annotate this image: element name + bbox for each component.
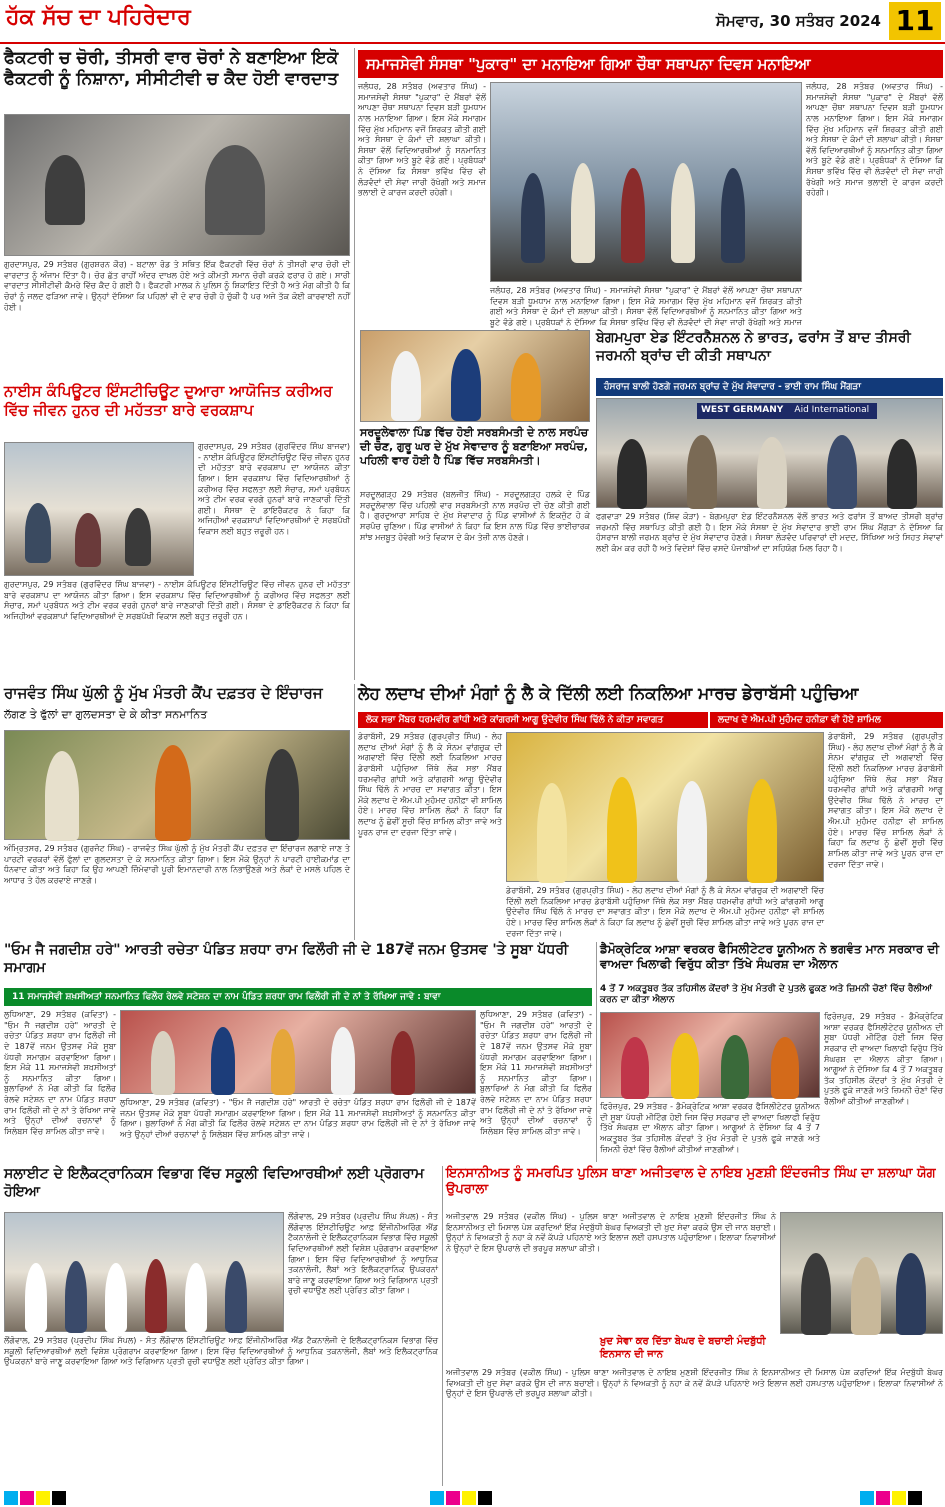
ladakh-march-photo [506, 732, 824, 882]
print-footer [0, 1489, 945, 1507]
pukar-body-lower: ਜਲੰਧਰ, 28 ਸਤੰਬਰ (ਅਵਤਾਰ ਸਿੰਘ) - ਸਮਾਜਸੇਵੀ ਸੰਸਥਾ "ਪੁਕਾਰ" ਦੇ ਮੈਂਬਰਾਂ ਵੱਲੋਂ ਆਪਣਾ ਚੌਥਾ ਸਥਾਪਨਾ ਦਿਵਸ ਬੜੀ ਧੂਮਧਾਮ ਨਾਲ ਮਨਾਇਆ ਗਿਆ। ਇਸ ਮੌਕੇ ਸਮਾਗਮ ਵਿੱਚ ਮੁੱਖ ਮਹਿਮਾਨ ਵਜੋਂ ਸ਼ਿਰਕਤ ਕੀਤੀ ਗਈ ਅਤੇ ਸੰਸਥਾ ਦੇ ਕੰਮਾਂ ਦੀ ਸ਼ਲਾਘਾ ਕੀਤੀ। ਸੰਸਥਾ ਵੱਲੋਂ ਵਿਦਿਆਰਥੀਆਂ ਨੂੰ ਸਨਮਾਨਿਤ ਕੀਤਾ ਗਿਆ ਅਤੇ ਬੂਟੇ ਵੰਡੇ ਗਏ। ਪ੍ਰਬੰਧਕਾਂ ਨੇ ਦੱਸਿਆ ਕਿ ਸੰਸਥਾ ਭਵਿੱਖ ਵਿੱਚ ਵੀ ਲੋੜਵੰਦਾਂ ਦੀ ਸੇਵਾ ਜਾਰੀ ਰੱਖੇਗੀ ਅਤੇ ਸਮਾਜ [490, 286, 802, 327]
aarti-body-lower: ਲੁਧਿਆਣਾ, 29 ਸਤੰਬਰ (ਕਵਿਤਾ) - "ਓਮ ਜੈ ਜਗਦੀਸ਼ ਹਰੇ" ਆਰਤੀ ਦੇ ਰਚੇਤਾ ਪੰਡਿਤ ਸ਼ਰਧਾ ਰਾਮ ਫਿਲੌਰੀ ਜੀ ਦੇ 187ਵੇਂ ਜਨਮ ਉਤਸਵ ਮੌਕੇ ਸੂਬਾ ਪੱਧਰੀ ਸਮਾਗਮ ਕਰਵਾਇਆ ਗਿਆ। ਇਸ ਮੌਕੇ 11 ਸਮਾਜਸੇਵੀ ਸ਼ਖ਼ਸੀਅਤਾਂ ਨੂੰ ਸਨਮਾਨਿਤ ਕੀਤਾ ਗਿਆ। ਬੁਲਾਰਿਆਂ ਨੇ ਮੰਗ ਕੀਤੀ ਕਿ ਫਿਲੌਰ ਰੇਲਵੇ ਸਟੇਸ਼ਨ ਦਾ ਨਾਮ ਪੰਡਿਤ ਸ਼ਰਧਾ ਰਾਮ ਫਿਲੌਰੀ ਜੀ ਦੇ ਨਾਂ ਤੇ ਰੱਖਿਆ ਜਾਵੇ ਅਤੇ ਉਨ੍ਹਾਂ ਦੀਆਂ ਰਚਨਾਵਾਂ ਨੂੰ ਸਿਲੇਬਸ ਵਿੱਚ ਸ਼ਾਮਿਲ ਕੀਤਾ ਜਾਵੇ। [120, 1098, 476, 1139]
factory-cctv-photo [4, 114, 350, 256]
masthead [0, 0, 945, 44]
rajwant-body: ਅੰਮ੍ਰਿਤਸਰ, 29 ਸਤੰਬਰ (ਗੁਰਜੰਟ ਸਿੰਘ) - ਰਾਜਵੰਤ ਸਿੰਘ ਘੁੱਲੀ ਨੂੰ ਮੁੱਖ ਮੰਤਰੀ ਕੈਂਪ ਦਫ਼ਤਰ ਦਾ ਇੰਚਾਰਜ ਲਗਾਏ ਜਾਣ ਤੇ ਪਾਰਟੀ ਵਰਕਰਾਂ ਵੱਲੋਂ ਫੁੱਲਾਂ ਦਾ ਗੁਲਦਸਤਾ ਦੇ ਕੇ ਸਨਮਾਨਿਤ ਕੀਤਾ ਗਿਆ। ਇਸ ਮੌਕੇ ਉਨ੍ਹਾਂ ਨੇ ਪਾਰਟੀ ਹਾਈਕਮਾਂਡ ਦਾ ਧੰਨਵਾਦ ਕੀਤਾ ਅਤੇ ਕਿਹਾ ਕਿ ਉਹ ਆਪਣੀ ਜ਼ਿੰਮੇਵਾਰੀ ਪੂਰੀ ਇਮਾਨਦਾਰੀ ਨਾਲ ਨਿਭਾਉਣਗੇ ਅਤੇ ਲੋਕਾਂ ਦੇ ਮਸਲੇ ਪਹਿਲ ਦੇ ਆਧਾਰ ਤੇ ਹੱਲ ਕਰਵਾਏ ਜਾਣਗੇ। [4, 844, 350, 885]
computer-body-lower: ਗੁਰਦਾਸਪੁਰ, 29 ਸਤੰਬਰ (ਗੁਰਵਿੰਦਰ ਸਿੰਘ ਬਾਜਵਾ) - ਨਾਈਸ ਕੰਪਿਊਟਰ ਇੰਸਟੀਚਿਊਟ ਵਿੱਚ ਜੀਵਨ ਹੁਨਰ ਦੀ ਮਹੱਤਤਾ ਬਾਰੇ ਵਰਕਸ਼ਾਪ ਦਾ ਆਯੋਜਨ ਕੀਤਾ ਗਿਆ। ਇਸ ਵਰਕਸ਼ਾਪ ਵਿੱਚ ਵਿਦਿਆਰਥੀਆਂ ਨੂੰ ਕਰੀਅਰ ਵਿੱਚ ਸਫਲਤਾ ਲਈ ਸੰਚਾਰ, ਸਮਾਂ ਪ੍ਰਬੰਧਨ ਅਤੇ ਟੀਮ ਵਰਕ ਵਰਗੇ ਹੁਨਰਾਂ ਬਾਰੇ ਜਾਣਕਾਰੀ ਦਿੱਤੀ ਗਈ। ਸੰਸਥਾ ਦੇ ਡਾਇਰੈਕਟਰ ਨੇ ਕਿਹਾ ਕਿ ਅਜਿਹੀਆਂ ਵਰਕਸ਼ਾਪਾਂ ਵਿਦਿਆਰਥੀਆਂ ਦੇ ਸਰਬਪੱਖੀ ਵਿਕਾਸ ਲਈ ਬਹੁਤ ਜ਼ਰੂਰੀ ਹਨ। [4, 580, 350, 621]
begampura-headline: ਬੇਗਮਪੁਰਾ ਏਡ ਇੰਟਰਨੈਸ਼ਨਲ ਨੇ ਭਾਰਤ, ਫਰਾਂਸ ਤੋਂ ਬਾਦ ਤੀਸਰੀ ਜਰਮਨੀ ਬ੍ਰਾਂਚ ਦੀ ਕੀਤੀ ਸਥਾਪਨਾ [596, 330, 911, 364]
aarti-headline: "ਓਮ ਜੈ ਜਗਦੀਸ਼ ਹਰੇ" ਆਰਤੀ ਰਚੇਤਾ ਪੰਡਿਤ ਸ਼ਰਧਾ ਰਾਮ ਫਿਲੌਰੀ ਜੀ ਦੇ 187ਵੇਂ ਜਨਮ ਉਤਸਵ 'ਤੇ ਸੂਬਾ ਪੱਧਰੀ ਸਮਾਗਮ [4, 942, 569, 976]
ladakh-band-left: ਲੋਕ ਸਭਾ ਮੈਂਬਰ ਧਰਮਵੀਰ ਗਾਂਧੀ ਅਤੇ ਕਾਂਗਰਸੀ ਆਗੂ ਉਦੇਵੀਰ ਸਿੰਘ ਢਿੱਲੋ ਨੇ ਕੀਤਾ ਸਵਾਗਤ [358, 712, 708, 728]
begampura-photo [596, 398, 943, 508]
pukar-body: ਜਲੰਧਰ, 28 ਸਤੰਬਰ (ਅਵਤਾਰ ਸਿੰਘ) - ਸਮਾਜਸੇਵੀ ਸੰਸਥਾ "ਪੁਕਾਰ" ਦੇ ਮੈਂਬਰਾਂ ਵੱਲੋਂ ਆਪਣਾ ਚੌਥਾ ਸਥਾਪਨਾ ਦਿਵਸ ਬੜੀ ਧੂਮਧਾਮ ਨਾਲ ਮਨਾਇਆ ਗਿਆ। ਇਸ ਮੌਕੇ ਸਮਾਗਮ ਵਿੱਚ ਮੁੱਖ ਮਹਿਮਾਨ ਵਜੋਂ ਸ਼ਿਰਕਤ ਕੀਤੀ ਗਈ ਅਤੇ ਸੰਸਥਾ ਦੇ ਕੰਮਾਂ ਦੀ ਸ਼ਲਾਘਾ ਕੀਤੀ। ਸੰਸਥਾ ਵੱਲੋਂ ਵਿਦਿਆਰਥੀਆਂ ਨੂੰ ਸਨਮਾਨਿਤ ਕੀਤਾ ਗਿਆ ਅਤੇ ਬੂਟੇ ਵੰਡੇ ਗਏ। ਪ੍ਰਬੰਧਕਾਂ ਨੇ ਦੱਸਿਆ ਕਿ ਸੰਸਥਾ ਭਵਿੱਖ ਵਿੱਚ ਵੀ ਲੋੜਵੰਦਾਂ ਦੀ ਸੇਵਾ ਜਾਰੀ ਰੱਖੇਗੀ ਅਤੇ ਸਮਾਜ ਭਲਾਈ ਦੇ ਕਾਰਜ ਕਰਦੀ ਰਹੇਗੀ। [358, 82, 486, 198]
sarpanch-photo [360, 330, 590, 422]
rajwant-headline: ਰਾਜਵੰਤ ਸਿੰਘ ਘੁੱਲੀ ਨੂੰ ਮੁੱਖ ਮੰਤਰੀ ਕੈਂਪ ਦਫ਼ਤਰ ਦੇ ਇੰਚਾਰਜ [4, 684, 323, 702]
police-headline: ਇਨਸਾਨੀਅਤ ਨੂੰ ਸਮਰਪਿਤ ਪੁਲਿਸ ਥਾਣਾ ਅਜੀਤਵਾਲ ਦੇ ਨਾਇਬ ਮੁਣਸ਼ੀ ਇੰਦਰਜੀਤ ਸਿੰਘ ਦਾ ਸ਼ਲਾਘਾ ਯੋਗ ਉਪਰਾਲਾ [446, 1166, 936, 1198]
issue-date: ਸੋਮਵਾਰ, 30 ਸਤੰਬਰ 2024 [715, 12, 881, 30]
asha-protest-photo [600, 1012, 820, 1098]
slight-students-photo [4, 1212, 284, 1332]
police-caption: ਖ਼ੁਦ ਸੇਵਾ ਕਰ ਦਿੱਤਾ ਬੇਘਰ ਦੇ ਬਚਾਈ ਮੰਦਬੁੱਧੀ ਇਨਸਾਨ ਦੀ ਜਾਨ [600, 1336, 766, 1360]
asha-headline: ਡੈਮੋਕ੍ਰੇਟਿਕ ਆਸ਼ਾ ਵਰਕਰ ਫੈਸਿਲੀਟੇਟਰ ਯੂਨੀਅਨ ਨੇ ਭਗਵੰਤ ਮਾਨ ਸਰਕਾਰ ਦੀ ਵਾਅਦਾ ਖਿਲਾਫੀ ਵਿਰੁੱਧ ਕੀਤਾ ਤਿੱਖੇ ਸੰਘਰਸ਼ ਦਾ ਐਲਾਨ [600, 942, 939, 971]
banner-aid: Aid International [794, 405, 870, 415]
aarti-body-right: ਲੁਧਿਆਣਾ, 29 ਸਤੰਬਰ (ਕਵਿਤਾ) - "ਓਮ ਜੈ ਜਗਦੀਸ਼ ਹਰੇ" ਆਰਤੀ ਦੇ ਰਚੇਤਾ ਪੰਡਿਤ ਸ਼ਰਧਾ ਰਾਮ ਫਿਲੌਰੀ ਜੀ ਦੇ 187ਵੇਂ ਜਨਮ ਉਤਸਵ ਮੌਕੇ ਸੂਬਾ ਪੱਧਰੀ ਸਮਾਗਮ ਕਰਵਾਇਆ ਗਿਆ। ਇਸ ਮੌਕੇ 11 ਸਮਾਜਸੇਵੀ ਸ਼ਖ਼ਸੀਅਤਾਂ ਨੂੰ ਸਨਮਾਨਿਤ ਕੀਤਾ ਗਿਆ। ਬੁਲਾਰਿਆਂ ਨੇ ਮੰਗ ਕੀਤੀ ਕਿ ਫਿਲੌਰ ਰੇਲਵੇ ਸਟੇਸ਼ਨ ਦਾ ਨਾਮ ਪੰਡਿਤ ਸ਼ਰਧਾ ਰਾਮ ਫਿਲੌਰੀ ਜੀ ਦੇ ਨਾਂ ਤੇ ਰੱਖਿਆ ਜਾਵੇ ਅਤੇ ਉਨ੍ਹਾਂ ਦੀਆਂ ਰਚਨਾਵਾਂ ਨੂੰ ਸਿਲੇਬਸ ਵਿੱਚ ਸ਼ਾਮਿਲ ਕੀਤਾ ਜਾਵੇ। [480, 1010, 592, 1136]
begampura-body: ਫਗਵਾੜਾ 29 ਸਤੰਬਰ (ਸ਼ਿਵ ਕੋੜਾ) - ਬੇਗਮਪੁਰਾ ਏਡ ਇੰਟਰਨੈਸ਼ਨਲ ਵੱਲੋਂ ਭਾਰਤ ਅਤੇ ਫਰਾਂਸ ਤੋਂ ਬਾਅਦ ਤੀਸਰੀ ਬ੍ਰਾਂਚ ਜਰਮਨੀ ਵਿੱਚ ਸਥਾਪਿਤ ਕੀਤੀ ਗਈ ਹੈ। ਇਸ ਮੌਕੇ ਸੰਸਥਾ ਦੇ ਮੁੱਖ ਸੇਵਾਦਾਰ ਭਾਈ ਰਾਮ ਸਿੰਘ ਮੈਂਗੜਾ ਨੇ ਦੱਸਿਆ ਕਿ ਹੰਸਰਾਜ ਬਾਲੀ ਜਰਮਨ ਬ੍ਰਾਂਚ ਦੇ ਮੁੱਖ ਸੇਵਾਦਾਰ ਹੋਣਗੇ। ਸੰਸਥਾ ਲੋੜਵੰਦ ਪਰਿਵਾਰਾਂ ਦੀ ਮਦਦ, ਸਿੱਖਿਆ ਅਤੇ ਸਿਹਤ ਸੇਵਾਵਾਂ ਲਈ ਕੰਮ ਕਰ ਰਹੀ ਹੈ ਅਤੇ ਵਿਦੇਸ਼ਾਂ ਵਿੱਚ ਵਸਦੇ ਪੰਜਾਬੀਆਂ ਦਾ ਸਹਿਯੋਗ ਮਿਲ ਰਿਹਾ ਹੈ। [596, 512, 943, 553]
aarti-ceremony-photo [120, 1010, 476, 1094]
computer-headline: ਨਾਈਸ ਕੰਪਿਊਟਰ ਇੰਸਟੀਚਿਊਟ ਦੁਆਰਾ ਆਯੋਜਿਤ ਕਰੀਅਰ ਵਿੱਚ ਜੀਵਨ ਹੁਨਰ ਦੀ ਮਹੱਤਤਾ ਬਾਰੇ ਵਰਕਸ਼ਾਪ [4, 382, 333, 419]
ladakh-body-lower: ਡੇਰਾਬੱਸੀ, 29 ਸਤੰਬਰ (ਗੁਰਪ੍ਰੀਤ ਸਿੰਘ) - ਲੇਹ ਲਦਾਖ ਦੀਆਂ ਮੰਗਾਂ ਨੂੰ ਲੈ ਕੇ ਸੋਨਮ ਵਾਂਗਚੁਕ ਦੀ ਅਗਵਾਈ ਵਿੱਚ ਦਿੱਲੀ ਲਈ ਨਿਕਲਿਆ ਮਾਰਚ ਡੇਰਾਬੱਸੀ ਪਹੁੰਚਿਆ ਜਿੱਥੇ ਲੋਕ ਸਭਾ ਮੈਂਬਰ ਧਰਮਵੀਰ ਗਾਂਧੀ ਅਤੇ ਕਾਂਗਰਸੀ ਆਗੂ ਉਦੇਵੀਰ ਸਿੰਘ ਢਿੱਲੋ ਨੇ ਮਾਰਚ ਦਾ ਸਵਾਗਤ ਕੀਤਾ। ਇਸ ਮੌਕੇ ਲਦਾਖ ਦੇ ਐਮ.ਪੀ ਮੁਹੰਮਦ ਹਨੀਫ਼ਾ ਵੀ ਸ਼ਾਮਿਲ ਹੋਏ। ਮਾਰਚ ਵਿੱਚ ਸ਼ਾਮਿਲ ਲੋਕਾਂ ਨੇ ਕਿਹਾ ਕਿ ਲਦਾਖ ਨੂੰ ਛੇਵੀਂ ਸੂਚੀ ਵਿੱਚ ਸ਼ਾਮਿਲ ਕੀਤਾ ਜਾਵੇ ਅਤੇ ਪੂਰਨ ਰਾਜ ਦਾ ਦਰਜਾ ਦਿੱਤਾ ਜਾਵੇ। [506, 886, 824, 938]
asha-body-right: ਫਿਰੋਜ਼ਪੁਰ, 29 ਸਤੰਬਰ - ਡੈਮੋਕ੍ਰੇਟਿਕ ਆਸ਼ਾ ਵਰਕਰ ਫੈਸਿਲੀਟੇਟਰ ਯੂਨੀਅਨ ਦੀ ਸੂਬਾ ਪੱਧਰੀ ਮੀਟਿੰਗ ਹੋਈ ਜਿਸ ਵਿੱਚ ਸਰਕਾਰ ਦੀ ਵਾਅਦਾ ਖਿਲਾਫੀ ਵਿਰੁੱਧ ਤਿੱਖੇ ਸੰਘਰਸ਼ ਦਾ ਐਲਾਨ ਕੀਤਾ ਗਿਆ। ਆਗੂਆਂ ਨੇ ਦੱਸਿਆ ਕਿ 4 ਤੋਂ 7 ਅਕਤੂਬਰ ਤੱਕ ਤਹਿਸੀਲ ਕੇਂਦਰਾਂ ਤੇ ਮੁੱਖ ਮੰਤਰੀ ਦੇ ਪੁਤਲੇ ਫੂਕੇ ਜਾਣਗੇ ਅਤੇ ਜ਼ਿਮਨੀ ਚੋਣਾਂ ਵਿੱਚ ਰੈਲੀਆਂ ਕੀਤੀਆਂ ਜਾਣਗੀਆਂ। [824, 1012, 943, 1106]
ladakh-headline: ਲੇਹ ਲਦਾਖ ਦੀਆਂ ਮੰਗਾਂ ਨੂੰ ਲੈ ਕੇ ਦਿੱਲੀ ਲਈ ਨਿਕਲਿਆ ਮਾਰਚ ਡੇਰਾਬੱਸੀ ਪਹੁੰਚਿਆ [358, 684, 859, 704]
rajwant-subhead: ਲੱਗਣ ਤੇ ਫੁੱਲਾਂ ਦਾ ਗੁਲਦਸਤਾ ਦੇ ਕੇ ਕੀਤਾ ਸਨਮਾਨਿਤ [4, 708, 208, 721]
computer-workshop-photo [4, 442, 194, 576]
sarpanch-body: ਸਰਦੂਲਗੜ੍ਹ 29 ਸਤੰਬਰ (ਬਲਜੀਤ ਸਿੰਘ) - ਸਰਦੂਲਗੜ੍ਹ ਹਲਕੇ ਦੇ ਪਿੰਡ ਸਰਦੂਲੇਵਾਲਾ ਵਿੱਚ ਪਹਿਲੀ ਵਾਰ ਸਰਬਸੰਮਤੀ ਨਾਲ ਸਰਪੰਚ ਦੀ ਚੋਣ ਕੀਤੀ ਗਈ ਹੈ। ਗੁਰਦੁਆਰਾ ਸਾਹਿਬ ਦੇ ਮੁੱਖ ਸੇਵਾਦਾਰ ਨੂੰ ਪਿੰਡ ਵਾਸੀਆਂ ਨੇ ਇਕਜੁੱਟ ਹੋ ਕੇ ਸਰਪੰਚ ਚੁਣਿਆ। ਪਿੰਡ ਵਾਸੀਆਂ ਨੇ ਕਿਹਾ ਕਿ ਇਸ ਨਾਲ ਪਿੰਡ ਵਿੱਚ ਭਾਈਚਾਰਕ ਸਾਂਝ ਮਜ਼ਬੂਤ ਹੋਵੇਗੀ ਅਤੇ ਵਿਕਾਸ ਦੇ ਕੰਮ ਤੇਜ਼ੀ ਨਾਲ ਹੋਣਗੇ। [360, 490, 590, 542]
slight-headline: ਸਲਾਈਟ ਦੇ ਇਲੈਕਟ੍ਰਾਨਿਕਸ ਵਿਭਾਗ ਵਿੱਚ ਸਕੂਲੀ ਵਿਦਿਆਰਥੀਆਂ ਲਈ ਪ੍ਰੋਗਰਾਮ ਹੋਇਆ [4, 1166, 424, 1200]
police-body-lower: ਅਜੀਤਵਾਲ 29 ਸਤੰਬਰ (ਵਕੀਲ ਸਿੰਘ) - ਪੁਲਿਸ ਥਾਣਾ ਅਜੀਤਵਾਲ ਦੇ ਨਾਇਬ ਮੁਣਸ਼ੀ ਇੰਦਰਜੀਤ ਸਿੰਘ ਨੇ ਇਨਸਾਨੀਅਤ ਦੀ ਮਿਸਾਲ ਪੇਸ਼ ਕਰਦਿਆਂ ਇੱਕ ਮੰਦਬੁੱਧੀ ਬੇਘਰ ਵਿਅਕਤੀ ਦੀ ਖ਼ੁਦ ਸੇਵਾ ਕਰਕੇ ਉਸ ਦੀ ਜਾਨ ਬਚਾਈ। ਉਨ੍ਹਾਂ ਨੇ ਵਿਅਕਤੀ ਨੂੰ ਨਹਾ ਕੇ ਨਵੇਂ ਕੱਪੜੇ ਪਹਿਨਾਏ ਅਤੇ ਇਲਾਜ ਲਈ ਹਸਪਤਾਲ ਪਹੁੰਚਾਇਆ। ਇਲਾਕਾ ਨਿਵਾਸੀਆਂ ਨੇ ਉਨ੍ਹਾਂ ਦੇ ਇਸ ਉਪਰਾਲੇ ਦੀ ਭਰਪੂਰ ਸ਼ਲਾਘਾ ਕੀਤੀ। [446, 1368, 943, 1399]
slight-body: ਲੌਂਗੋਵਾਲ, 29 ਸਤੰਬਰ (ਪ੍ਰਦੀਪ ਸਿੰਘ ਸੱਪਲ) - ਸੰਤ ਲੌਂਗੋਵਾਲ ਇੰਸਟੀਚਿਊਟ ਆਫ਼ ਇੰਜੀਨੀਅਰਿੰਗ ਐਂਡ ਟੈਕਨਾਲੋਜੀ ਦੇ ਇਲੈਕਟ੍ਰਾਨਿਕਸ ਵਿਭਾਗ ਵਿੱਚ ਸਕੂਲੀ ਵਿਦਿਆਰਥੀਆਂ ਲਈ ਵਿਸ਼ੇਸ਼ ਪ੍ਰੋਗਰਾਮ ਕਰਵਾਇਆ ਗਿਆ। ਇਸ ਵਿੱਚ ਵਿਦਿਆਰਥੀਆਂ ਨੂੰ ਆਧੁਨਿਕ ਤਕਨਾਲੋਜੀ, ਲੈਬਾਂ ਅਤੇ ਇਲੈਕਟ੍ਰਾਨਿਕ ਉਪਕਰਨਾਂ ਬਾਰੇ ਜਾਣੂ ਕਰਵਾਇਆ ਗਿਆ ਅਤੇ ਵਿਗਿਆਨ ਪ੍ਰਤੀ ਰੁਚੀ ਵਧਾਉਣ ਲਈ ਪ੍ਰੇਰਿਤ ਕੀਤਾ ਗਿਆ। [288, 1212, 438, 1296]
asha-body: ਫਿਰੋਜ਼ਪੁਰ, 29 ਸਤੰਬਰ - ਡੈਮੋਕ੍ਰੇਟਿਕ ਆਸ਼ਾ ਵਰਕਰ ਫੈਸਿਲੀਟੇਟਰ ਯੂਨੀਅਨ ਦੀ ਸੂਬਾ ਪੱਧਰੀ ਮੀਟਿੰਗ ਹੋਈ ਜਿਸ ਵਿੱਚ ਸਰਕਾਰ ਦੀ ਵਾਅਦਾ ਖਿਲਾਫੀ ਵਿਰੁੱਧ ਤਿੱਖੇ ਸੰਘਰਸ਼ ਦਾ ਐਲਾਨ ਕੀਤਾ ਗਿਆ। ਆਗੂਆਂ ਨੇ ਦੱਸਿਆ ਕਿ 4 ਤੋਂ 7 ਅਕਤੂਬਰ ਤੱਕ ਤਹਿਸੀਲ ਕੇਂਦਰਾਂ ਤੇ ਮੁੱਖ ਮੰਤਰੀ ਦੇ ਪੁਤਲੇ ਫੂਕੇ ਜਾਣਗੇ ਅਤੇ ਜ਼ਿਮਨੀ ਚੋਣਾਂ ਵਿੱਚ ਰੈਲੀਆਂ ਕੀਤੀਆਂ ਜਾਣਗੀਆਂ। [600, 1102, 820, 1154]
aarti-body: ਲੁਧਿਆਣਾ, 29 ਸਤੰਬਰ (ਕਵਿਤਾ) - "ਓਮ ਜੈ ਜਗਦੀਸ਼ ਹਰੇ" ਆਰਤੀ ਦੇ ਰਚੇਤਾ ਪੰਡਿਤ ਸ਼ਰਧਾ ਰਾਮ ਫਿਲੌਰੀ ਜੀ ਦੇ 187ਵੇਂ ਜਨਮ ਉਤਸਵ ਮੌਕੇ ਸੂਬਾ ਪੱਧਰੀ ਸਮਾਗਮ ਕਰਵਾਇਆ ਗਿਆ। ਇਸ ਮੌਕੇ 11 ਸਮਾਜਸੇਵੀ ਸ਼ਖ਼ਸੀਅਤਾਂ ਨੂੰ ਸਨਮਾਨਿਤ ਕੀਤਾ ਗਿਆ। ਬੁਲਾਰਿਆਂ ਨੇ ਮੰਗ ਕੀਤੀ ਕਿ ਫਿਲੌਰ ਰੇਲਵੇ ਸਟੇਸ਼ਨ ਦਾ ਨਾਮ ਪੰਡਿਤ ਸ਼ਰਧਾ ਰਾਮ ਫਿਲੌਰੀ ਜੀ ਦੇ ਨਾਂ ਤੇ ਰੱਖਿਆ ਜਾਵੇ ਅਤੇ ਉਨ੍ਹਾਂ ਦੀਆਂ ਰਚਨਾਵਾਂ ਨੂੰ ਸਿਲੇਬਸ ਵਿੱਚ ਸ਼ਾਮਿਲ ਕੀਤਾ ਜਾਵੇ। [4, 1010, 116, 1136]
asha-subhead: 4 ਤੋਂ 7 ਅਕਤੂਬਰ ਤੱਕ ਤਹਿਸੀਲ ਕੇਂਦਰਾਂ ਤੇ ਮੁੱਖ ਮੰਤਰੀ ਦੇ ਪੁਤਲੇ ਫੂਕਣ ਅਤੇ ਜ਼ਿਮਨੀ ਚੋਣਾਂ ਵਿੱਚ ਰੈਲੀਆਂ ਕਰਨ ਦਾ ਕੀਤਾ ਐਲਾਨ [600, 984, 933, 1006]
newspaper-title: ਹੱਕ ਸੱਚ ਦਾ ਪਹਿਰੇਦਾਰ [6, 4, 191, 30]
ladakh-body: ਡੇਰਾਬੱਸੀ, 29 ਸਤੰਬਰ (ਗੁਰਪ੍ਰੀਤ ਸਿੰਘ) - ਲੇਹ ਲਦਾਖ ਦੀਆਂ ਮੰਗਾਂ ਨੂੰ ਲੈ ਕੇ ਸੋਨਮ ਵਾਂਗਚੁਕ ਦੀ ਅਗਵਾਈ ਵਿੱਚ ਦਿੱਲੀ ਲਈ ਨਿਕਲਿਆ ਮਾਰਚ ਡੇਰਾਬੱਸੀ ਪਹੁੰਚਿਆ ਜਿੱਥੇ ਲੋਕ ਸਭਾ ਮੈਂਬਰ ਧਰਮਵੀਰ ਗਾਂਧੀ ਅਤੇ ਕਾਂਗਰਸੀ ਆਗੂ ਉਦੇਵੀਰ ਸਿੰਘ ਢਿੱਲੋ ਨੇ ਮਾਰਚ ਦਾ ਸਵਾਗਤ ਕੀਤਾ। ਇਸ ਮੌਕੇ ਲਦਾਖ ਦੇ ਐਮ.ਪੀ ਮੁਹੰਮਦ ਹਨੀਫ਼ਾ ਵੀ ਸ਼ਾਮਿਲ ਹੋਏ। ਮਾਰਚ ਵਿੱਚ ਸ਼ਾਮਿਲ ਲੋਕਾਂ ਨੇ ਕਿਹਾ ਕਿ ਲਦਾਖ ਨੂੰ ਛੇਵੀਂ ਸੂਚੀ ਵਿੱਚ ਸ਼ਾਮਿਲ ਕੀਤਾ ਜਾਵੇ ਅਤੇ ਪੂਰਨ ਰਾਜ ਦਾ ਦਰਜਾ ਦਿੱਤਾ ਜਾਵੇ। [358, 732, 502, 837]
computer-body: ਗੁਰਦਾਸਪੁਰ, 29 ਸਤੰਬਰ (ਗੁਰਵਿੰਦਰ ਸਿੰਘ ਬਾਜਵਾ) - ਨਾਈਸ ਕੰਪਿਊਟਰ ਇੰਸਟੀਚਿਊਟ ਵਿੱਚ ਜੀਵਨ ਹੁਨਰ ਦੀ ਮਹੱਤਤਾ ਬਾਰੇ ਵਰਕਸ਼ਾਪ ਦਾ ਆਯੋਜਨ ਕੀਤਾ ਗਿਆ। ਇਸ ਵਰਕਸ਼ਾਪ ਵਿੱਚ ਵਿਦਿਆਰਥੀਆਂ ਨੂੰ ਕਰੀਅਰ ਵਿੱਚ ਸਫਲਤਾ ਲਈ ਸੰਚਾਰ, ਸਮਾਂ ਪ੍ਰਬੰਧਨ ਅਤੇ ਟੀਮ ਵਰਕ ਵਰਗੇ ਹੁਨਰਾਂ ਬਾਰੇ ਜਾਣਕਾਰੀ ਦਿੱਤੀ ਗਈ। ਸੰਸਥਾ ਦੇ ਡਾਇਰੈਕਟਰ ਨੇ ਕਿਹਾ ਕਿ ਅਜਿਹੀਆਂ ਵਰਕਸ਼ਾਪਾਂ ਵਿਦਿਆਰਥੀਆਂ ਦੇ ਸਰਬਪੱਖੀ ਵਿਕਾਸ ਲਈ ਬਹੁਤ ਜ਼ਰੂਰੀ ਹਨ। [198, 442, 350, 536]
police-rescue-photo [780, 1212, 943, 1334]
pukar-event-photo [490, 82, 802, 282]
police-body: ਅਜੀਤਵਾਲ 29 ਸਤੰਬਰ (ਵਕੀਲ ਸਿੰਘ) - ਪੁਲਿਸ ਥਾਣਾ ਅਜੀਤਵਾਲ ਦੇ ਨਾਇਬ ਮੁਣਸ਼ੀ ਇੰਦਰਜੀਤ ਸਿੰਘ ਨੇ ਇਨਸਾਨੀਅਤ ਦੀ ਮਿਸਾਲ ਪੇਸ਼ ਕਰਦਿਆਂ ਇੱਕ ਮੰਦਬੁੱਧੀ ਬੇਘਰ ਵਿਅਕਤੀ ਦੀ ਖ਼ੁਦ ਸੇਵਾ ਕਰਕੇ ਉਸ ਦੀ ਜਾਨ ਬਚਾਈ। ਉਨ੍ਹਾਂ ਨੇ ਵਿਅਕਤੀ ਨੂੰ ਨਹਾ ਕੇ ਨਵੇਂ ਕੱਪੜੇ ਪਹਿਨਾਏ ਅਤੇ ਇਲਾਜ ਲਈ ਹਸਪਤਾਲ ਪਹੁੰਚਾਇਆ। ਇਲਾਕਾ ਨਿਵਾਸੀਆਂ ਨੇ ਉਨ੍ਹਾਂ ਦੇ ਇਸ ਉਪਰਾਲੇ ਦੀ ਭਰਪੂਰ ਸ਼ਲਾਘਾ ਕੀਤੀ। [446, 1212, 776, 1253]
slight-body-lower: ਲੌਂਗੋਵਾਲ, 29 ਸਤੰਬਰ (ਪ੍ਰਦੀਪ ਸਿੰਘ ਸੱਪਲ) - ਸੰਤ ਲੌਂਗੋਵਾਲ ਇੰਸਟੀਚਿਊਟ ਆਫ਼ ਇੰਜੀਨੀਅਰਿੰਗ ਐਂਡ ਟੈਕਨਾਲੋਜੀ ਦੇ ਇਲੈਕਟ੍ਰਾਨਿਕਸ ਵਿਭਾਗ ਵਿੱਚ ਸਕੂਲੀ ਵਿਦਿਆਰਥੀਆਂ ਲਈ ਵਿਸ਼ੇਸ਼ ਪ੍ਰੋਗਰਾਮ ਕਰਵਾਇਆ ਗਿਆ। ਇਸ ਵਿੱਚ ਵਿਦਿਆਰਥੀਆਂ ਨੂੰ ਆਧੁਨਿਕ ਤਕਨਾਲੋਜੀ, ਲੈਬਾਂ ਅਤੇ ਇਲੈਕਟ੍ਰਾਨਿਕ ਉਪਕਰਨਾਂ ਬਾਰੇ ਜਾਣੂ ਕਰਵਾਇਆ ਗਿਆ ਅਤੇ ਵਿਗਿਆਨ ਪ੍ਰਤੀ ਰੁਚੀ ਵਧਾਉਣ ਲਈ ਪ੍ਰੇਰਿਤ ਕੀਤਾ ਗਿਆ। [4, 1336, 438, 1367]
banner-country: WEST GERMANY [701, 405, 784, 415]
pukar-headline: ਸਮਾਜਸੇਵੀ ਸੰਸਥਾ "ਪੁਕਾਰ" ਦਾ ਮਨਾਇਆ ਗਿਆ ਚੌਥਾ ਸਥਾਪਨਾ ਦਿਵਸ ਮਨਾਇਆ [358, 50, 943, 78]
pukar-body-continued: ਜਲੰਧਰ, 28 ਸਤੰਬਰ (ਅਵਤਾਰ ਸਿੰਘ) - ਸਮਾਜਸੇਵੀ ਸੰਸਥਾ "ਪੁਕਾਰ" ਦੇ ਮੈਂਬਰਾਂ ਵੱਲੋਂ ਆਪਣਾ ਚੌਥਾ ਸਥਾਪਨਾ ਦਿਵਸ ਬੜੀ ਧੂਮਧਾਮ ਨਾਲ ਮਨਾਇਆ ਗਿਆ। ਇਸ ਮੌਕੇ ਸਮਾਗਮ ਵਿੱਚ ਮੁੱਖ ਮਹਿਮਾਨ ਵਜੋਂ ਸ਼ਿਰਕਤ ਕੀਤੀ ਗਈ ਅਤੇ ਸੰਸਥਾ ਦੇ ਕੰਮਾਂ ਦੀ ਸ਼ਲਾਘਾ ਕੀਤੀ। ਸੰਸਥਾ ਵੱਲੋਂ ਵਿਦਿਆਰਥੀਆਂ ਨੂੰ ਸਨਮਾਨਿਤ ਕੀਤਾ ਗਿਆ ਅਤੇ ਬੂਟੇ ਵੰਡੇ ਗਏ। ਪ੍ਰਬੰਧਕਾਂ ਨੇ ਦੱਸਿਆ ਕਿ ਸੰਸਥਾ ਭਵਿੱਖ ਵਿੱਚ ਵੀ ਲੋੜਵੰਦਾਂ ਦੀ ਸੇਵਾ ਜਾਰੀ ਰੱਖੇਗੀ ਅਤੇ ਸਮਾਜ ਭਲਾਈ ਦੇ ਕਾਰਜ ਕਰਦੀ ਰਹੇਗੀ। [806, 82, 943, 198]
sarpanch-caption: ਸਰਦੂਲੇਵਾਲਾ ਪਿੰਡ ਵਿੱਚ ਹੋਈ ਸਰਬਸੰਮਤੀ ਦੇ ਨਾਲ ਸਰਪੰਚ ਦੀ ਚੋਣ, ਗੁਰੂ ਘਰ ਦੇ ਮੁੱਖ ਸੇਵਾਦਾਰ ਨੂੰ ਬਣਾਇਆ ਸਰਪੰਚ, ਪਹਿਲੀ ਵਾਰ ਹੋਈ ਹੈ ਪਿੰਡ ਵਿੱਚ ਸਰਬਸੰਮਤੀ। [360, 426, 589, 467]
aarti-band: 11 ਸਮਾਜਸੇਵੀ ਸ਼ਖ਼ਸੀਅਤਾਂ ਸਨਮਾਨਿਤ ਫਿਲੌਰ ਰੇਲਵੇ ਸਟੇਸ਼ਨ ਦਾ ਨਾਮ ਪੰਡਿਤ ਸ਼ਰਧਾ ਰਾਮ ਫਿਲੌਰੀ ਜੀ ਦੇ ਨਾਂ ਤੇ ਰੱਖਿਆ ਜਾਵੇ : ਬਾਵਾ [4, 988, 592, 1006]
germany-banner [697, 403, 877, 419]
factory-body: ਗੁਰਦਾਸਪੁਰ, 29 ਸਤੰਬਰ (ਗੁਰਸ਼ਰਨ ਕੌਰ) - ਬਟਾਲਾ ਰੋਡ ਤੇ ਸਥਿਤ ਇੱਕ ਫੈਕਟਰੀ ਵਿੱਚ ਚੋਰਾਂ ਨੇ ਤੀਸਰੀ ਵਾਰ ਚੋਰੀ ਦੀ ਵਾਰਦਾਤ ਨੂੰ ਅੰਜਾਮ ਦਿੱਤਾ ਹੈ। ਚੋਰ ਛੱਤ ਰਾਹੀਂ ਅੰਦਰ ਦਾਖਲ ਹੋਏ ਅਤੇ ਕੀਮਤੀ ਸਮਾਨ ਚੋਰੀ ਕਰਕੇ ਫਰਾਰ ਹੋ ਗਏ। ਸਾਰੀ ਵਾਰਦਾਤ ਸੀਸੀਟੀਵੀ ਕੈਮਰੇ ਵਿੱਚ ਕੈਦ ਹੋ ਗਈ ਹੈ। ਫੈਕਟਰੀ ਮਾਲਕ ਨੇ ਪੁਲਿਸ ਨੂੰ ਸ਼ਿਕਾਇਤ ਦਿੱਤੀ ਹੈ ਅਤੇ ਮੰਗ ਕੀਤੀ ਹੈ ਕਿ ਚੋਰਾਂ ਨੂੰ ਜਲਦ ਫੜਿਆ ਜਾਵੇ। ਉਨ੍ਹਾਂ ਦੱਸਿਆ ਕਿ ਪਹਿਲਾਂ ਵੀ ਦੋ ਵਾਰ ਚੋਰੀ ਹੋ ਚੁੱਕੀ ਹੈ ਪਰ ਅਜੇ ਤੱਕ ਕੋਈ ਕਾਰਵਾਈ ਨਹੀਂ ਹੋਈ। [4, 260, 350, 312]
rajwant-bouquet-photo [4, 730, 350, 840]
ladakh-band-right: ਲਦਾਖ ਦੇ ਐਮ.ਪੀ ਮੁਹੰਮਦ ਹਨੀਫ਼ਾ ਵੀ ਹੋਏ ਸ਼ਾਮਿਲ [710, 712, 943, 728]
factory-headline: ਫੈਕਟਰੀ ਚ ਚੋਰੀ, ਤੀਸਰੀ ਵਾਰ ਚੋਰਾਂ ਨੇ ਬਣਾਇਆ ਇਕੋ ਫੈਕਟਰੀ ਨੂੰ ਨਿਸ਼ਾਨਾ, ਸੀਸੀਟੀਵੀ ਚ ਕੈਦ ਹੋਈ ਵਾਰਦਾਤ [4, 48, 339, 90]
ladakh-body-right: ਡੇਰਾਬੱਸੀ, 29 ਸਤੰਬਰ (ਗੁਰਪ੍ਰੀਤ ਸਿੰਘ) - ਲੇਹ ਲਦਾਖ ਦੀਆਂ ਮੰਗਾਂ ਨੂੰ ਲੈ ਕੇ ਸੋਨਮ ਵਾਂਗਚੁਕ ਦੀ ਅਗਵਾਈ ਵਿੱਚ ਦਿੱਲੀ ਲਈ ਨਿਕਲਿਆ ਮਾਰਚ ਡੇਰਾਬੱਸੀ ਪਹੁੰਚਿਆ ਜਿੱਥੇ ਲੋਕ ਸਭਾ ਮੈਂਬਰ ਧਰਮਵੀਰ ਗਾਂਧੀ ਅਤੇ ਕਾਂਗਰਸੀ ਆਗੂ ਉਦੇਵੀਰ ਸਿੰਘ ਢਿੱਲੋ ਨੇ ਮਾਰਚ ਦਾ ਸਵਾਗਤ ਕੀਤਾ। ਇਸ ਮੌਕੇ ਲਦਾਖ ਦੇ ਐਮ.ਪੀ ਮੁਹੰਮਦ ਹਨੀਫ਼ਾ ਵੀ ਸ਼ਾਮਿਲ ਹੋਏ। ਮਾਰਚ ਵਿੱਚ ਸ਼ਾਮਿਲ ਲੋਕਾਂ ਨੇ ਕਿਹਾ ਕਿ ਲਦਾਖ ਨੂੰ ਛੇਵੀਂ ਸੂਚੀ ਵਿੱਚ ਸ਼ਾਮਿਲ ਕੀਤਾ ਜਾਵੇ ਅਤੇ ਪੂਰਨ ਰਾਜ ਦਾ ਦਰਜਾ ਦਿੱਤਾ ਜਾਵੇ। [828, 732, 943, 869]
page-number: 11 [889, 2, 941, 40]
begampura-subhead: ਹੰਸਰਾਜ ਬਾਲੀ ਹੋਣਗੇ ਜਰਮਨ ਬ੍ਰਾਂਚ ਦੇ ਮੁੱਖ ਸੇਵਾਦਾਰ - ਭਾਈ ਰਾਮ ਸਿੰਘ ਮੈਂਗੜਾ [596, 378, 943, 396]
